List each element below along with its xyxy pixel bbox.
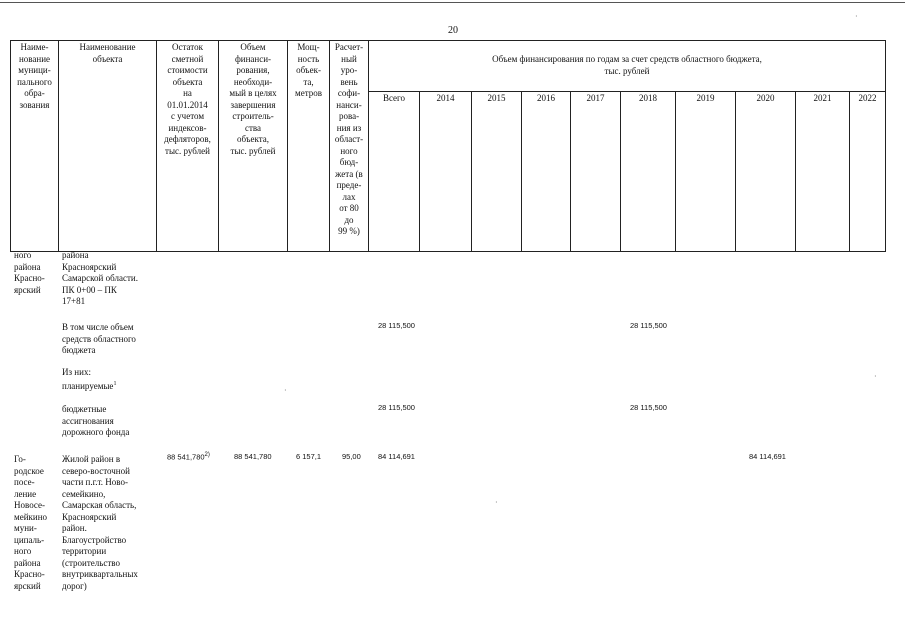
header-year-2014: 2014 — [420, 91, 472, 251]
row1-municipality: ного района Красно- ярский — [14, 250, 45, 295]
row2-2018: 28 115,500 — [630, 321, 667, 330]
scan-speck: · — [495, 498, 498, 507]
header-year-2017: 2017 — [571, 91, 621, 251]
header-funding-by-year: Объем финансирования по годам за счет средств областного бюджета, тыс. рублей — [369, 41, 886, 92]
row5-required: 88 541,780 — [234, 452, 272, 461]
header-remaining-cost: Остаток сметной стоимости объекта на 01.01.2014 с учетом индексов- дефляторов, тыс. рублей — [157, 41, 219, 252]
scan-speck: · — [855, 12, 858, 21]
row5-footnote-mark: 2) — [204, 452, 210, 458]
row4-object: бюджетные ассигнования дорожного фонда — [62, 404, 130, 437]
header-required-funding: Объем финанси- рования, необходи- мый в целях завершения строитель- ства объекта, тыс. рублей — [219, 41, 288, 252]
header-capacity: Мощ- ность объек- та, метров — [288, 41, 330, 252]
header-year-2020: 2020 — [736, 91, 796, 251]
header-year-2018: 2018 — [621, 91, 676, 251]
row3-object: Из них: планируемые$^1$ — [62, 367, 117, 391]
row5-2020: 84 114,691 — [749, 452, 786, 461]
row2-object: В том числе объем средств областного бюджета — [62, 322, 136, 355]
header-municipality: Наиме- нование муници- пального обра- зования — [11, 41, 59, 252]
header-object: Наименование объекта — [59, 41, 157, 252]
header-year-total: Всего — [369, 91, 420, 251]
scan-speck: · — [874, 372, 877, 381]
row5-cofinancing: 95,00 — [342, 452, 361, 461]
header-year-2016: 2016 — [522, 91, 571, 251]
top-border-line — [0, 2, 905, 3]
row3-footnote-mark: 1 — [113, 380, 117, 387]
header-year-2015: 2015 — [472, 91, 522, 251]
page-number: 20 — [448, 25, 458, 36]
row4-total: 28 115,500 — [378, 403, 415, 412]
header-year-2019: 2019 — [676, 91, 736, 251]
scan-speck: · — [284, 386, 287, 395]
row4-2018: 28 115,500 — [630, 403, 667, 412]
row5-total: 84 114,691 — [378, 452, 415, 461]
header-cofinancing: Расчет- ный уро- вень софи- нанси- рова- ния из област- ного бюд- жета (в преде- лах от 80 до 99 %) — [330, 41, 369, 252]
row5-remaining: 88 541,780$^{2)}$ — [167, 452, 210, 462]
row5-municipality: Го- родское посе- ление Новосе- мейкино муни- ципаль- ного района Красно- ярский — [14, 454, 48, 591]
header-year-2021: 2021 — [796, 91, 850, 251]
row5-object: Жилой район в северо-восточной части п.г.т. Ново- семейкино, Самарская область, Красноярский район. Благоустройство территории (строительство внутриквартальных дорог) — [62, 454, 138, 591]
header-table — [10, 40, 886, 252]
row1-object: района Красноярский Самарской области. ПК 0+00 – ПК 17+81 — [62, 250, 138, 306]
row2-total: 28 115,500 — [378, 321, 415, 330]
header-year-2022: 2022 — [850, 91, 886, 251]
row5-capacity: 6 157,1 — [296, 452, 322, 461]
